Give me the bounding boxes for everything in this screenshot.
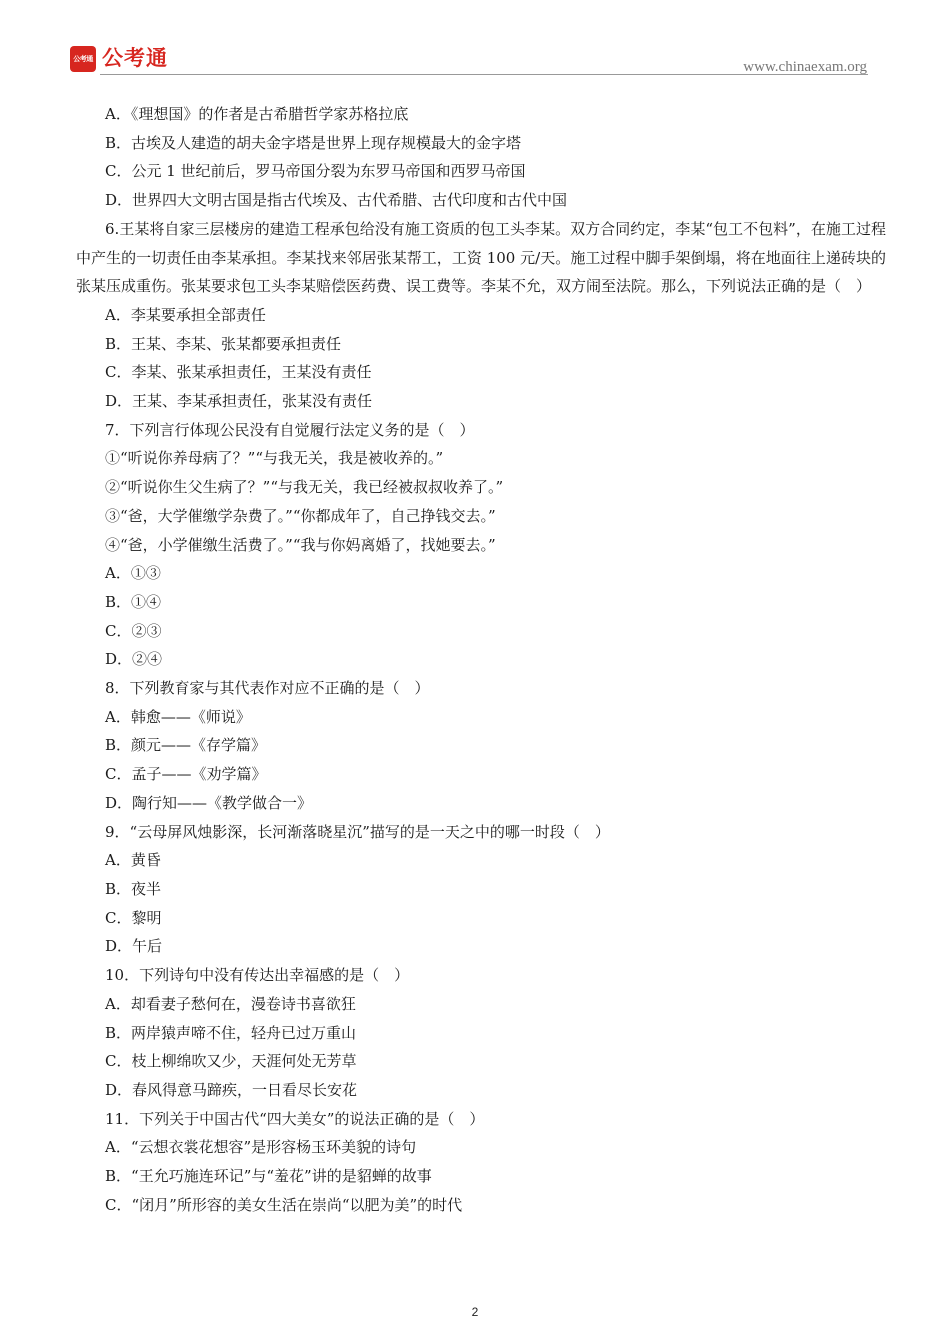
q7-statement-3: ③“爸，大学催缴学杂费了。”“你都成年了，自己挣钱交去。”	[105, 506, 496, 525]
q11-option-c: C．“闭月”所形容的美女生活在崇尚“以肥为美”的时代	[105, 1195, 463, 1214]
q6-stem: 6.王某将自家三层楼房的建造工程承包给没有施工资质的包工头李某。双方合同约定，李某“包工不包料”，在施工过程中产生的一切责任由李某承担。李某找来邻居张某帮工，工资 100 元/天。施工过程中脚手架倒塌，将在地面往上递砖块的张某压成重伤。张某要求包工头李某赔偿医药费、误工费等。李某不允，双方闹至法院。那么，下列说法正确的是（ ）	[76, 219, 886, 296]
q10-option-c: C．枝上柳绵吹又少，天涯何处无芳草	[105, 1052, 357, 1071]
q11-stem: 11．下列关于中国古代“四大美女”的说法正确的是（ ）	[105, 1109, 485, 1128]
q8-option-d: D．陶行知——《教学做合一》	[105, 793, 313, 812]
q11-option-a: A．“云想衣裳花想容”是形容杨玉环美貌的诗句	[105, 1138, 417, 1157]
logo-icon: 公考通	[70, 46, 96, 72]
q10-stem: 10．下列诗句中没有传达出幸福感的是（ ）	[105, 966, 410, 985]
q8-option-b: B．颜元——《存学篇》	[105, 736, 267, 755]
q9-stem: 9．“云母屏风烛影深，长河渐落晓星沉”描写的是一天之中的哪一时段（ ）	[105, 822, 610, 841]
q7-statement-2: ②“听说你生父生病了？”“与我无关，我已经被叔叔收养了。”	[105, 478, 504, 497]
q6-option-a: A．李某要承担全部责任	[105, 305, 266, 324]
q8-option-c: C．孟子——《劝学篇》	[105, 765, 267, 784]
q7-option-c: C．②③	[105, 621, 162, 640]
q6-option-d: D．王某、李某承担责任，张某没有责任	[105, 392, 373, 411]
q10-option-d: D．春风得意马蹄疾，一日看尽长安花	[105, 1080, 358, 1099]
q9-option-c: C．黎明	[105, 908, 162, 927]
q7-statement-1: ①“听说你养母病了？”“与我无关，我是被收养的。”	[105, 449, 444, 468]
q9-option-d: D．午后	[105, 937, 163, 956]
q7-stem: 7．下列言行体现公民没有自觉履行法定义务的是（ ）	[105, 420, 475, 439]
q7-option-a: A．①③	[105, 564, 161, 583]
q6-option-c: C．李某、张某承担责任，王某没有责任	[105, 363, 372, 382]
q5-option-d: D．世界四大文明古国是指古代埃及、古代希腊、古代印度和古代中国	[105, 191, 568, 210]
page-number: 2	[471, 1305, 479, 1319]
document-body	[76, 100, 886, 1219]
q5-option-c: C．公元 1 世纪前后，罗马帝国分裂为东罗马帝国和西罗马帝国	[105, 162, 526, 181]
q7-option-d: D．②④	[105, 650, 163, 669]
header-divider	[100, 74, 868, 75]
q10-option-a: A．却看妻子愁何在，漫卷诗书喜欲狂	[105, 994, 356, 1013]
q7-statement-4: ④“爸，小学催缴生活费了。”“我与你妈离婚了，找她要去。”	[105, 535, 496, 554]
logo-text: 公考通	[102, 46, 168, 70]
q9-option-a: A．黄昏	[105, 851, 161, 870]
q10-option-b: B．两岸猿声啼不住，轻舟已过万重山	[105, 1023, 357, 1042]
q7-option-b: B．①④	[105, 592, 162, 611]
q5-option-a: A．《理想国》的作者是古希腊哲学家苏格拉底	[105, 105, 409, 123]
site-url[interactable]: www.chinaexam.org	[743, 59, 867, 75]
q11-option-b: B．“王允巧施连环记”与“羞花”讲的是貂蝉的故事	[105, 1167, 432, 1186]
q8-stem: 8．下列教育家与其代表作对应不正确的是（ ）	[105, 679, 430, 698]
q8-option-a: A．韩愈——《师说》	[105, 707, 251, 726]
q6-option-b: B．王某、李某、张某都要承担责任	[105, 334, 342, 353]
page-header	[0, 0, 950, 80]
q5-option-b: B．古埃及人建造的胡夫金字塔是世界上现存规模最大的金字塔	[105, 133, 522, 152]
q9-option-b: B．夜半	[105, 879, 162, 898]
